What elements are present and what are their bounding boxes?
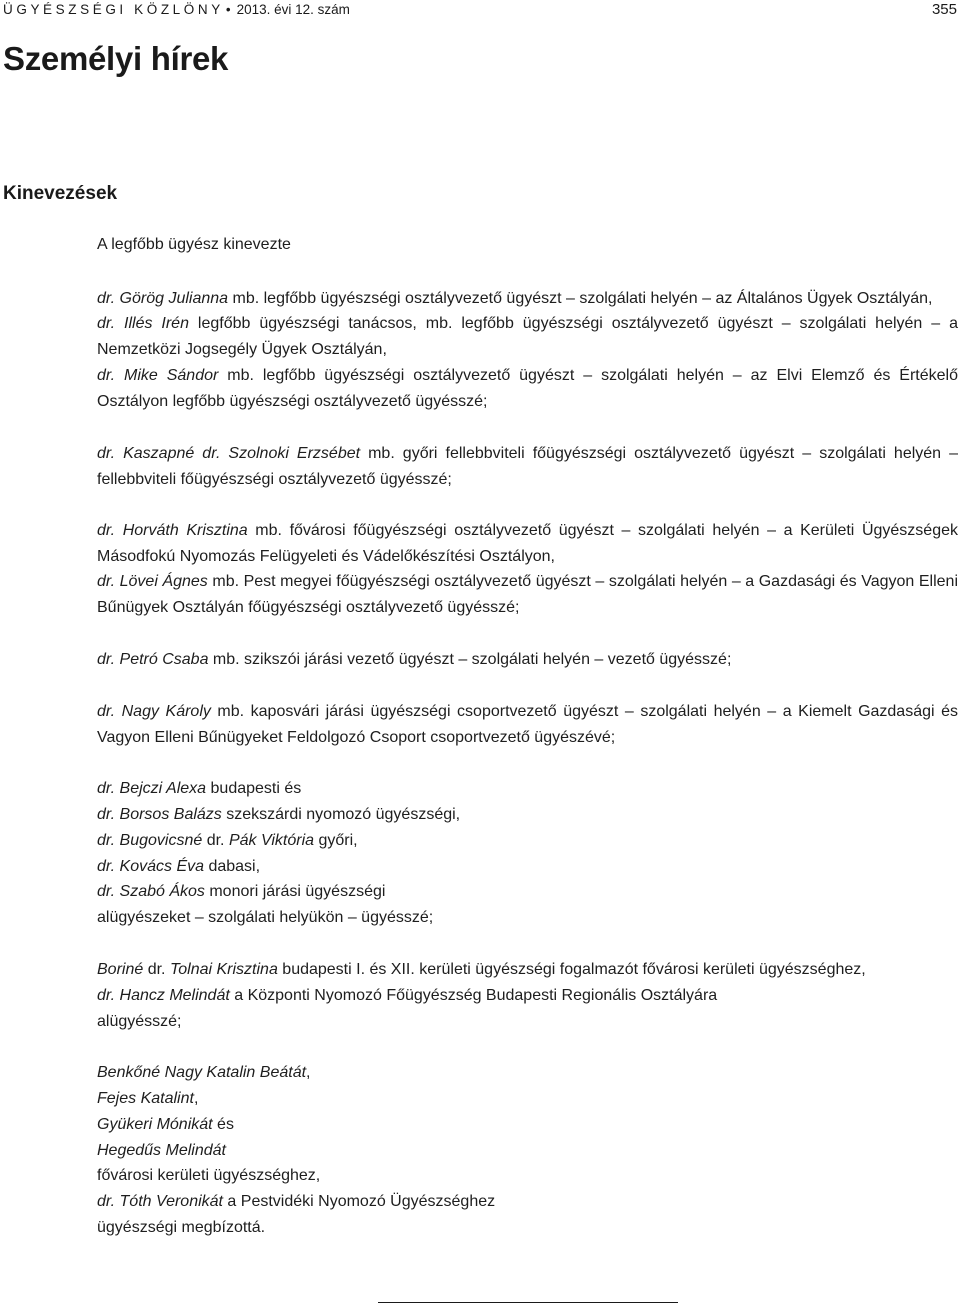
appointment-entry	[97, 569, 958, 621]
entry-text: mb. fővárosi főügyészségi osztályvezető ügyészt – szolgálati helyén – a Kerületi Ügyészségek Másodfokú Nyomozás Felügyeleti és Vádelőkészítési Osztályon,	[97, 522, 958, 565]
entry-text: ,	[306, 1064, 311, 1081]
entry-text: alügyészeket – szolgálati helyükön – ügyésszé;	[97, 909, 434, 926]
appointment-entry	[97, 1112, 958, 1138]
journal-title	[3, 2, 350, 17]
person-name: dr. Bejczi Alexa	[97, 780, 207, 797]
appointment-entry	[97, 983, 958, 1009]
appointment-entry	[97, 776, 958, 802]
person-name: Tolnai Krisztina	[169, 961, 278, 978]
entry-text: mb. legfőbb ügyészségi osztályvezető ügyészt – szolgálati helyén – az Általános Ügyek Osztályán,	[228, 290, 933, 307]
entry-text: mb. legfőbb ügyészségi osztályvezető ügyészt – szolgálati helyén – az Elvi Elemző és Értékelő Osztályon legfőbb ügyészségi osztályvezető ügyésszé;	[97, 367, 959, 410]
person-name: dr. Görög Julianna	[97, 290, 229, 307]
appointment-entry	[97, 1086, 958, 1112]
entry-text: legfőbb ügyészségi tanácsos, mb. legfőbb ügyészségi osztályvezető ügyészt – szolgálati helyén – a Nemzetközi Jogsegély Ügyek Osztályán,	[97, 315, 958, 358]
appointment-entry	[97, 879, 958, 905]
footer-divider	[378, 1302, 678, 1303]
appointment-entry	[97, 1060, 958, 1086]
person-name: dr. Horváth Krisztina	[97, 522, 248, 539]
appointment-entry	[97, 311, 958, 363]
person-name: dr. Bugovicsné	[97, 832, 203, 849]
page-number: 355	[931, 1, 957, 18]
appointment-entry	[97, 1189, 958, 1215]
bullet-separator: •	[225, 2, 231, 17]
appointment-entry	[97, 854, 958, 880]
page-title: Személyi hírek	[3, 40, 229, 77]
person-name: Boriné	[97, 961, 144, 978]
person-name: dr. Borsos Balázs	[97, 806, 222, 823]
entry-text: a Pestvidéki Nyomozó Ügyészséghez	[222, 1193, 496, 1210]
entry-text: dr.	[143, 961, 170, 978]
appointment-entry	[97, 1215, 958, 1241]
appointment-entry	[97, 647, 958, 673]
entry-text: dabasi,	[204, 858, 261, 875]
entry-text: dr.	[202, 832, 229, 849]
appointment-entry	[97, 802, 958, 828]
entry-text: ,	[193, 1090, 199, 1107]
person-name: dr. Hancz Melindát	[97, 987, 230, 1004]
appointment-entry	[97, 286, 958, 312]
person-name: Hegedűs Melindát	[97, 1142, 226, 1159]
entry-text: és	[212, 1116, 234, 1133]
person-name: dr. Kovács Éva	[97, 858, 205, 875]
person-name: dr. Nagy Károly	[97, 703, 211, 720]
intro-text: A legfőbb ügyész kinevezte	[97, 236, 291, 253]
entry-text: mb. Pest megyei főügyészségi osztályvezető ügyészt – szolgálati helyén – a Gazdasági és Vagyon Elleni Bűnügyek Osztályán főügyészségi osztályvezető ügyésszé;	[97, 573, 959, 616]
person-name: dr. Szabó Ákos	[97, 883, 205, 900]
person-name: dr. Lövei Ágnes	[97, 573, 208, 590]
entry-text: ügyészségi megbízottá.	[97, 1219, 266, 1236]
appointment-entry	[97, 699, 958, 751]
entry-text: szekszárdi nyomozó ügyészségi,	[221, 806, 461, 823]
appointment-entry	[97, 363, 958, 415]
person-name: dr. Kaszapné dr. Szolnoki Erzsébet	[97, 445, 361, 462]
entry-text: budapesti és	[206, 780, 302, 797]
person-name: Benkőné Nagy Katalin Beátát	[97, 1064, 307, 1081]
appointment-entry	[97, 828, 958, 854]
entry-text: budapesti I. és XII. kerületi ügyészségi fogalmazót fővárosi kerületi ügyészséghez,	[277, 961, 866, 978]
appointment-entry	[97, 441, 958, 493]
person-name: dr. Petró Csaba	[97, 651, 209, 668]
appointment-entry	[97, 957, 958, 983]
person-name: dr. Illés Irén	[97, 315, 189, 332]
entry-text: mb. kaposvári járási ügyészségi csoportvezető ügyészt – szolgálati helyén – a Kiemelt Gazdasági és Vagyon Elleni Bűnügyeket Feldolgozó Csoport csoportvezető ügyészévé;	[97, 703, 958, 746]
entry-text: alügyésszé;	[97, 1013, 182, 1030]
issue-label: 2013. évi 12. szám	[236, 2, 350, 17]
entry-text: a Központi Nyomozó Főügyészség Budapesti Regionális Osztályára	[229, 987, 718, 1004]
journal-name: ÜGYÉSZSÉGI KÖZLÖNY	[3, 2, 224, 17]
entry-text: monori járási ügyészségi	[204, 883, 386, 900]
running-header	[3, 0, 957, 22]
person-name: Gyükeri Mónikát	[97, 1116, 213, 1133]
appointment-entry	[97, 1163, 958, 1189]
appointment-entry	[97, 518, 958, 570]
person-name: dr. Tóth Veronikát	[97, 1193, 223, 1210]
entry-text: győri,	[314, 832, 358, 849]
entry-text: mb. szikszói járási vezető ügyészt – szolgálati helyén – vezető ügyésszé;	[208, 651, 732, 668]
appointment-entry	[97, 1009, 958, 1035]
entry-text: mb. győri fellebbviteli főügyészségi osztályvezető ügyészt – szolgálati helyén – fellebbviteli főügyészségi osztályvezető ügyésszé;	[97, 445, 958, 488]
section-title: Kinevezések	[3, 183, 118, 204]
appointment-entry	[97, 905, 958, 931]
person-name: Pák Viktória	[228, 832, 315, 849]
appointment-entry	[97, 1138, 958, 1164]
person-name: dr. Mike Sándor	[97, 367, 219, 384]
person-name: Fejes Katalint	[97, 1090, 194, 1107]
entry-text: fővárosi kerületi ügyészséghez,	[97, 1167, 321, 1184]
